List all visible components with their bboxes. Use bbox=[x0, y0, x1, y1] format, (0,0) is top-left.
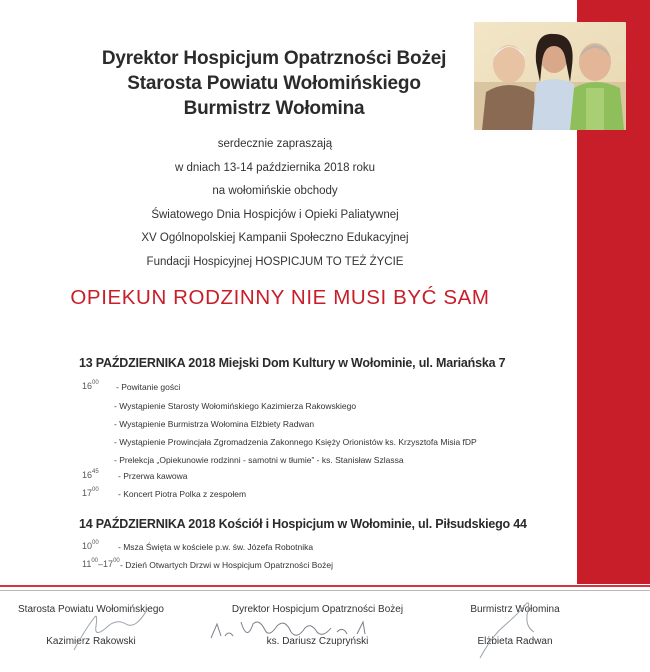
signature-name: ks. Dariusz Czupryński bbox=[266, 636, 369, 647]
item-text: - Prelekcja „Opiekunowie rodzinni - samotni w tłumie” - ks. Stanisław Szlassa bbox=[114, 455, 404, 465]
item-text: - Przerwa kawowa bbox=[118, 471, 188, 481]
item-text: - Koncert Piotra Polka z zespołem bbox=[118, 489, 247, 499]
signature-name: Elżbieta Radwan bbox=[477, 636, 553, 647]
intro-line-5: XV Ogólnopolskiej Kampanii Społeczno Edukacyjnej bbox=[141, 232, 409, 245]
invitation-intro bbox=[70, 133, 480, 275]
organizers-header bbox=[64, 46, 484, 121]
intro-line-1: serdecznie zapraszają bbox=[217, 138, 333, 150]
intro-line-2: w dniach 13-14 października 2018 roku bbox=[174, 161, 376, 174]
item-text: - Wystąpienie Burmistrza Wołomina Elżbiety Radwan bbox=[114, 419, 315, 429]
footer-divider-red bbox=[0, 585, 650, 587]
signature-role: Burmistrz Wołomina bbox=[470, 604, 560, 615]
item-time: $17^{00}$ bbox=[82, 487, 99, 498]
item-text: - Wystąpienie Starosty Wołomińskiego Kazimierza Rakowskiego bbox=[114, 401, 357, 411]
signature-role: Starosta Powiatu Wołomińskiego bbox=[18, 604, 164, 615]
item-text: - Dzień Otwartych Drzwi w Hospicjum Opatrzności Bożej bbox=[120, 560, 334, 570]
item-text: - Msza Święta w kościele p.w. św. Józefa Robotnika bbox=[118, 542, 314, 552]
family-photo bbox=[474, 22, 626, 130]
event-slogan: OPIEKUN RODZINNY NIE MUSI BYĆ SAM bbox=[70, 286, 490, 309]
intro-line-3: na wołomińskie obchody bbox=[212, 185, 338, 198]
signature-block-dyrektor bbox=[215, 604, 420, 647]
signature-role: Dyrektor Hospicjum Opatrzności Bożej bbox=[231, 604, 404, 615]
signature-block-starosta bbox=[6, 604, 176, 647]
item-time: $10^{00}$ bbox=[82, 540, 99, 551]
intro-line-6: Fundacji Hospicyjnej HOSPICJUM TO TEŻ ŻYCIE bbox=[146, 255, 404, 268]
intro-line-4: Światowego Dnia Hospicjów i Opieki Paliatywnej bbox=[151, 208, 399, 221]
organizer-line-2: Starosta Powiatu Wołomińskiego bbox=[127, 73, 421, 94]
item-time: $16^{45}$ bbox=[82, 469, 99, 480]
item-time: $16^{00}$ bbox=[82, 380, 99, 391]
day2-heading: 14 PAŹDZIERNIKA 2018 Kościół i Hospicjum w Wołominie, ul. Piłsudskiego 44 bbox=[79, 517, 527, 531]
item-text: - Wystąpienie Prowincjała Zgromadzenia Zakonnego Księży Orionistów ks. Krzysztofa Misia fDP bbox=[114, 437, 477, 447]
signature-block-burmistrz bbox=[450, 604, 580, 647]
organizer-line-3: Burmistrz Wołomina bbox=[183, 98, 365, 119]
footer-divider-grey bbox=[0, 590, 650, 591]
item-text: - Powitanie gości bbox=[116, 382, 181, 392]
signature-name: Kazimierz Rakowski bbox=[46, 636, 136, 647]
day1-heading: 13 PAŹDZIERNIKA 2018 Miejski Dom Kultury w Wołominie, ul. Mariańska 7 bbox=[79, 356, 506, 370]
organizer-line-1: Dyrektor Hospicjum Opatrzności Bożej bbox=[101, 48, 447, 69]
item-time: $11^{00}-17^{00}$ bbox=[82, 558, 120, 569]
